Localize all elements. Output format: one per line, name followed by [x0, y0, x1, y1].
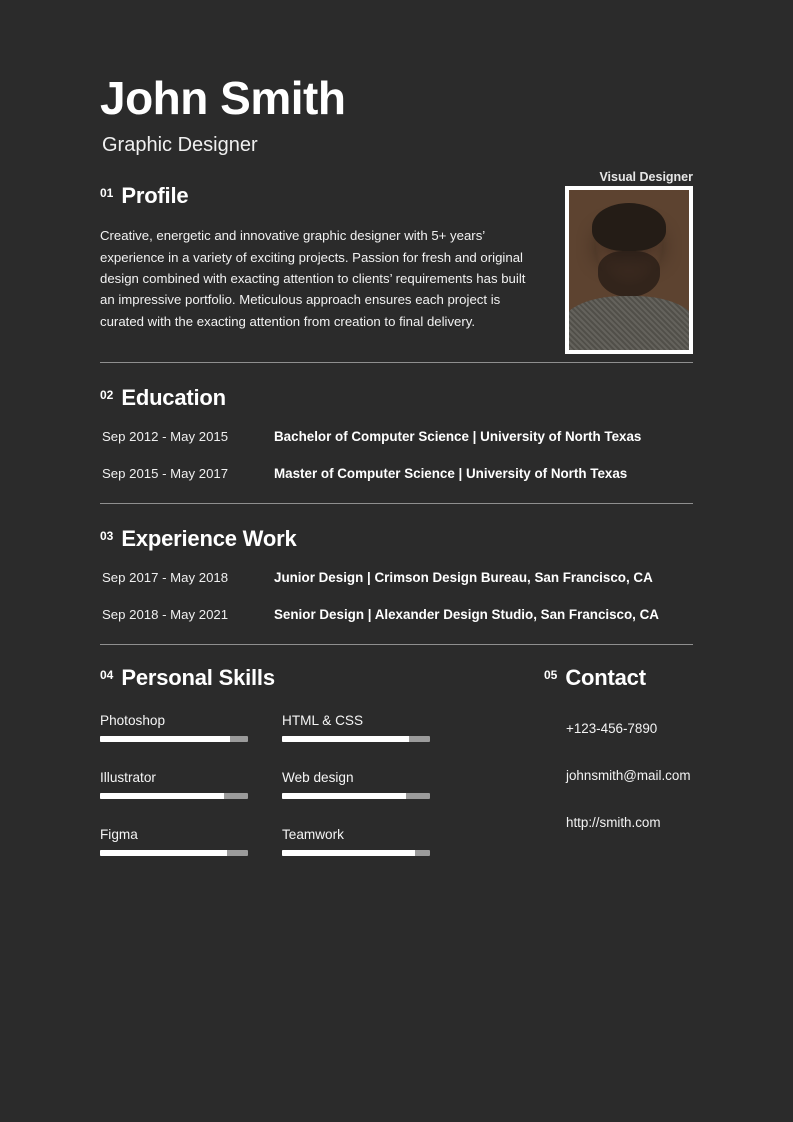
- contact-heading: [544, 665, 693, 691]
- portrait-image: [569, 190, 689, 350]
- skill-bar-track: [100, 736, 248, 742]
- education-heading: [100, 385, 693, 411]
- skills-section: [100, 665, 520, 884]
- page-title: John Smith: [100, 72, 346, 124]
- entry-date: Sep 2015 - May 2017: [102, 466, 229, 482]
- skill-bar-fill: [100, 793, 224, 799]
- skill-bar-track: [100, 850, 248, 856]
- skill-item: [282, 770, 430, 799]
- contact-email[interactable]: johnsmith@mail.com: [566, 768, 691, 784]
- education-section-number: 02: [100, 388, 114, 403]
- skill-item: [282, 827, 430, 856]
- skills-section-title: Personal Skills: [121, 665, 275, 691]
- list-item: [100, 570, 693, 585]
- profile-section-number: 01: [100, 186, 114, 201]
- avatar: [565, 186, 693, 354]
- list-item: [100, 466, 693, 481]
- portrait-shirt: [565, 296, 693, 354]
- education-entries: [100, 429, 693, 481]
- list-item: [100, 429, 693, 444]
- portrait-beard: [598, 251, 660, 297]
- experience-entries: [100, 570, 693, 622]
- experience-section-title: Experience Work: [121, 526, 297, 552]
- skill-bar-track: [100, 793, 248, 799]
- experience-section: [100, 526, 693, 622]
- header: [100, 0, 693, 157]
- skill-label: Teamwork: [282, 827, 344, 843]
- skill-bar-track: [282, 793, 430, 799]
- contact-section-number: 05: [544, 668, 558, 683]
- skill-bar-fill: [282, 793, 406, 799]
- entry-description: Junior Design | Crimson Design Bureau, San Francisco, CA: [274, 570, 653, 586]
- divider-2: [100, 503, 693, 504]
- portrait-hair: [592, 203, 666, 251]
- profile-text: Creative, energetic and innovative graphic designer with 5+ years’ experience in a variety of exciting projects. Passion for fresh and original design combined with exacting attention to clients’ requirements has built an impressive portfolio. Meticulous approach ensures each project is curated with the exacting attention from creation to final delivery.: [100, 228, 526, 329]
- skills-columns: [100, 713, 520, 884]
- skill-bar-fill: [100, 736, 230, 742]
- skill-bar-fill: [282, 850, 415, 856]
- skill-bar-fill: [282, 736, 409, 742]
- skills-heading: [100, 665, 520, 691]
- contact-phone[interactable]: +123-456-7890: [566, 721, 658, 737]
- experience-section-number: 03: [100, 529, 114, 544]
- entry-description: Senior Design | Alexander Design Studio, San Francisco, CA: [274, 607, 659, 623]
- divider-3: [100, 644, 693, 645]
- contact-website[interactable]: http://smith.com: [566, 815, 661, 831]
- job-title: Graphic Designer: [102, 134, 258, 157]
- skills-column-1: [100, 713, 248, 884]
- education-section-title: Education: [121, 385, 226, 411]
- contact-section-title: Contact: [565, 665, 646, 691]
- entry-description: Bachelor of Computer Science | University of North Texas: [274, 429, 642, 445]
- skill-item: [282, 713, 430, 742]
- entry-date: Sep 2018 - May 2021: [102, 607, 229, 623]
- entry-date: Sep 2012 - May 2015: [102, 429, 229, 445]
- skill-label: Illustrator: [100, 770, 156, 786]
- profile-section: [100, 183, 693, 332]
- skill-bar-track: [282, 850, 430, 856]
- experience-heading: [100, 526, 693, 552]
- skill-item: [100, 827, 248, 856]
- entry-description: Master of Computer Science | University of North Texas: [274, 466, 628, 482]
- profile-section-title: Profile: [121, 183, 189, 209]
- skill-label: HTML & CSS: [282, 713, 364, 729]
- skill-item: [100, 713, 248, 742]
- skills-section-number: 04: [100, 668, 114, 683]
- contact-section: [520, 665, 693, 884]
- education-section: [100, 385, 693, 481]
- skill-item: [100, 770, 248, 799]
- skill-label: Web design: [282, 770, 354, 786]
- list-item: [100, 607, 693, 622]
- skill-label: Figma: [100, 827, 138, 843]
- entry-date: Sep 2017 - May 2018: [102, 570, 229, 586]
- skill-bar-fill: [100, 850, 227, 856]
- skill-label: Photoshop: [100, 713, 166, 729]
- contact-list: [544, 721, 693, 830]
- skill-bar-track: [282, 736, 430, 742]
- bottom-area: [100, 665, 693, 884]
- tagline-line-1: Visual Designer: [599, 170, 693, 184]
- divider-1: [100, 362, 693, 363]
- skills-column-2: [282, 713, 430, 884]
